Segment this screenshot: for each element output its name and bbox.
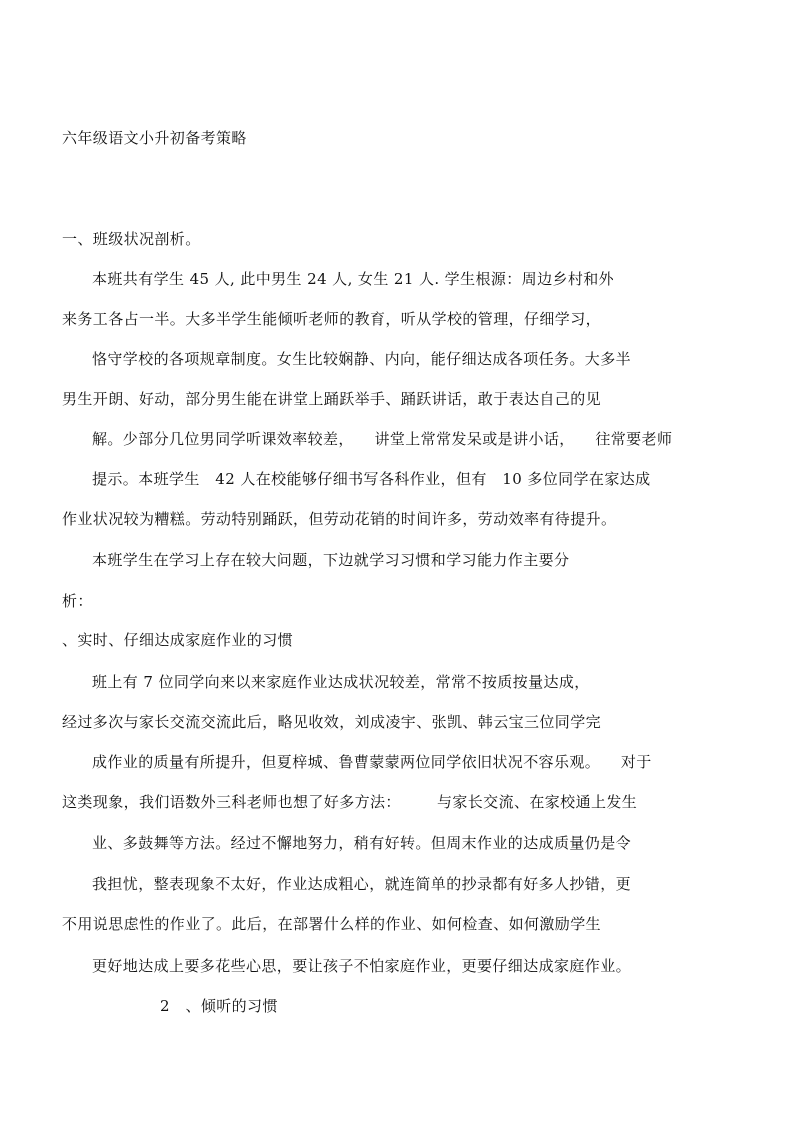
paragraph-line: 本班学生在学习上存在较大问题，下边就学习习惯和学习能力作主要分 <box>92 551 570 569</box>
paragraph-line: 我担忧，整表现象不太好，作业达成粗心，就连简单的抄录都有好多人抄错，更 <box>92 875 632 893</box>
paragraph-line: 业、多鼓舞等方法。经过不懈地努力，稍有好转。但周末作业的达成质量仍是令 <box>92 834 632 852</box>
paragraph-line: 男生开朗、好动，部分男生能在讲堂上踊跃举手、踊跃讲话，敢于表达自己的见 <box>62 390 602 408</box>
paragraph-line: 本班共有学生 45 人, 此中男生 24 人, 女生 21 人. 学生根源：周边乡村和外 <box>92 270 615 288</box>
paragraph-line: 来务工各占一半。大多半学生能倾听老师的教育，听从学校的管理，仔细学习， <box>62 310 602 328</box>
paragraph-line: 班上有 7 位同学向来以来家庭作业达成状况较差，常常不按质按量达成， <box>92 673 590 691</box>
paragraph-line: 解。少部分几位男同学听课效率较差， 讲堂上常常发呆或是讲小话， 往常要老师 <box>92 430 673 448</box>
document-title: 六年级语文小升初备考策略 <box>62 129 247 147</box>
paragraph-line: 这类现象，我们语数外三科老师也想了好多方法： 与家长交流、在家校通上发生 <box>62 793 638 811</box>
subsection-heading: 2 、倾听的习惯 <box>160 997 278 1015</box>
paragraph-line: 作业状况较为糟糕。劳动特别踊跃，但劳动花销的时间许多，劳动效率有待提升。 <box>62 510 617 528</box>
paragraph-line: 析： <box>62 592 93 610</box>
paragraph-line: 经过多次与家长交流交流此后，略见收效，刘成凌宇、张凯、韩云宝三位同学完 <box>62 713 602 731</box>
paragraph-line: 恪守学校的各项规章制度。女生比较娴静、内向，能仔细达成各项任务。大多半 <box>92 350 632 368</box>
paragraph-line: 不用说思虑性的作业了。此后，在部署什么样的作业、如何检查、如何激励学生 <box>62 915 602 933</box>
paragraph-line: 提示。本班学生 42 人在校能够仔细书写各科作业，但有 10 多位同学在家达成 <box>92 470 651 488</box>
paragraph-line: 更好地达成上要多花些心思，要让孩子不怕家庭作业，更要仔细达成家庭作业。 <box>92 957 632 975</box>
subsection-heading: 、实时、仔细达成家庭作业的习惯 <box>62 631 294 649</box>
section-heading: 一、班级状况剖析。 <box>62 230 201 248</box>
paragraph-line: 成作业的质量有所提升，但夏梓城、鲁曹蒙蒙两位同学依旧状况不容乐观。 对于 <box>92 753 652 771</box>
